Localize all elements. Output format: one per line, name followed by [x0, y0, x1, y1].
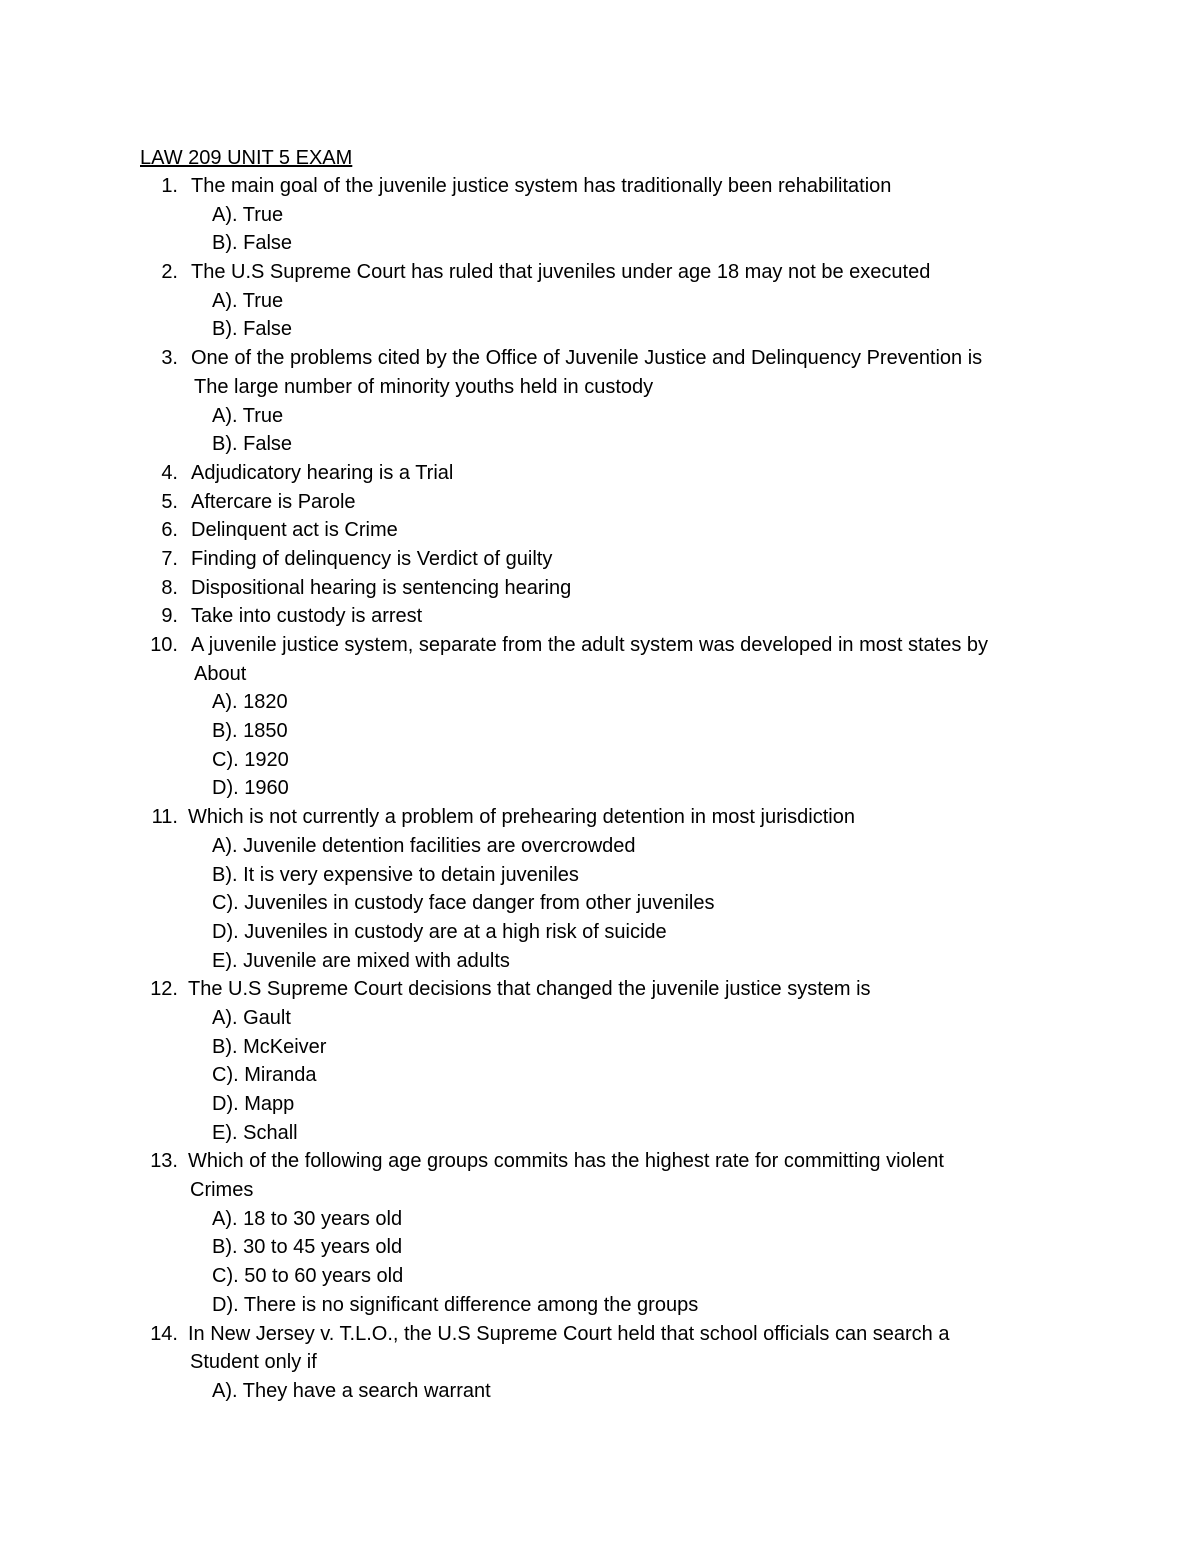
question-text: Finding of delinquency is Verdict of guilty [191, 547, 553, 570]
question-text: The U.S Supreme Court has ruled that juveniles under age 18 may not be executed [191, 261, 931, 284]
question-text: Which is not currently a problem of prehearing detention in most jurisdiction [188, 806, 855, 829]
question-number: 6. [161, 519, 178, 542]
question-number: 14. [150, 1322, 178, 1345]
answer-option [0, 1033, 1200, 1062]
option-label: B). False [212, 232, 293, 255]
option-label: D). Mapp [212, 1093, 295, 1115]
question-11 [0, 803, 1200, 832]
question-4 [0, 459, 1200, 488]
question-7 [0, 545, 1200, 574]
question-number: 12. [150, 978, 178, 1001]
answer-option [0, 889, 1200, 918]
question-text: Which of the following age groups commits has the highest rate for committing violent [188, 1150, 944, 1173]
answer-option [0, 1004, 1200, 1033]
option-label: B). False [212, 433, 293, 456]
question-9 [0, 602, 1200, 631]
option-label: B). 30 to 45 years old [212, 1236, 403, 1259]
answer-option [0, 688, 1200, 717]
answer-option [0, 1291, 1200, 1320]
question-10 [0, 631, 1200, 660]
option-label: C). Miranda [212, 1064, 317, 1087]
answer-option [0, 430, 1200, 459]
question-continuation [0, 373, 1200, 402]
answer-option [0, 746, 1200, 775]
answer-option [0, 201, 1200, 230]
exam-title: LAW 209 UNIT 5 EXAM [140, 147, 353, 169]
option-label: B). It is very expensive to detain juveniles [212, 863, 579, 886]
question-number: 10. [150, 634, 178, 656]
option-label: E). Juvenile are mixed with adults [212, 949, 510, 972]
question-1 [0, 172, 1200, 201]
question-continuation [0, 1348, 1200, 1377]
answer-option [0, 1205, 1200, 1234]
option-label: D). 1960 [212, 777, 289, 800]
option-label: A). True [212, 289, 284, 312]
answer-option [0, 1377, 1200, 1406]
question-3 [0, 344, 1200, 373]
question-text: The main goal of the juvenile justice system has traditionally been rehabilitation [191, 175, 892, 197]
question-6 [0, 516, 1200, 545]
option-label: E). Schall [212, 1121, 298, 1144]
question-text: Take into custody is arrest [191, 605, 423, 628]
option-label: A). True [212, 404, 284, 427]
option-label: C). 1920 [212, 748, 289, 771]
question-text: Dispositional hearing is sentencing hearing [191, 576, 572, 599]
question-number: 3. [161, 347, 178, 370]
answer-option [0, 1061, 1200, 1090]
answer-option [0, 1233, 1200, 1262]
option-label: A). Gault [212, 1006, 291, 1029]
answer-option [0, 717, 1200, 746]
question-number: 13. [150, 1150, 178, 1173]
answer-option [0, 1262, 1200, 1291]
question-number: 9. [161, 605, 178, 628]
question-continuation [0, 1176, 1200, 1205]
option-label: A). 1820 [212, 691, 288, 714]
question-5 [0, 488, 1200, 517]
question-text: One of the problems cited by the Office of Juvenile Justice and Delinquency Prevention is [191, 347, 983, 370]
question-number: 11. [151, 806, 178, 829]
option-label: C). Juveniles in custody face danger from other juveniles [212, 892, 715, 915]
option-label: A). 18 to 30 years old [212, 1207, 403, 1230]
question-continuation [0, 660, 1200, 689]
option-label: A). They have a search warrant [212, 1379, 491, 1402]
answer-option [0, 229, 1200, 258]
question-8 [0, 574, 1200, 603]
question-text: Adjudicatory hearing is a Trial [191, 461, 454, 484]
option-label: A). Juvenile detention facilities are overcrowded [212, 834, 636, 857]
answer-option [0, 315, 1200, 344]
question-text-continued: Student only if [190, 1351, 317, 1374]
question-number: 8. [161, 576, 178, 599]
option-label: D). There is no significant difference among the groups [212, 1293, 699, 1316]
option-label: D). Juveniles in custody are at a high risk of suicide [212, 920, 667, 943]
question-text: Delinquent act is Crime [191, 519, 398, 542]
question-2 [0, 258, 1200, 287]
option-label: A). True [212, 203, 284, 226]
answer-option [0, 402, 1200, 431]
question-text-continued: Crimes [190, 1179, 254, 1202]
question-text: In New Jersey v. T.L.O., the U.S Supreme Court held that school officials can search a [188, 1322, 950, 1345]
answer-option [0, 1119, 1200, 1148]
question-text-continued: The large number of minority youths held in custody [194, 375, 654, 398]
answer-option [0, 774, 1200, 803]
question-13 [0, 1147, 1200, 1176]
question-text-continued: About [194, 662, 247, 685]
question-number: 1. [161, 175, 178, 197]
answer-option [0, 861, 1200, 890]
answer-option [0, 1090, 1200, 1119]
option-label: B). False [212, 318, 293, 341]
question-number: 4. [161, 461, 178, 484]
answer-option [0, 832, 1200, 861]
option-label: B). 1850 [212, 720, 288, 743]
answer-option [0, 947, 1200, 976]
question-number: 7. [161, 547, 178, 570]
answer-option [0, 918, 1200, 947]
question-number: 2. [161, 261, 178, 284]
question-number: 5. [161, 490, 178, 513]
option-label: C). 50 to 60 years old [212, 1265, 404, 1288]
answer-option [0, 287, 1200, 316]
question-text: Aftercare is Parole [191, 490, 356, 513]
question-text: A juvenile justice system, separate from the adult system was developed in most states by [191, 634, 989, 656]
question-12 [0, 975, 1200, 1004]
question-list [0, 172, 1200, 1406]
question-14 [0, 1320, 1200, 1349]
option-label: B). McKeiver [212, 1035, 327, 1058]
question-text: The U.S Supreme Court decisions that changed the juvenile justice system is [188, 978, 871, 1001]
